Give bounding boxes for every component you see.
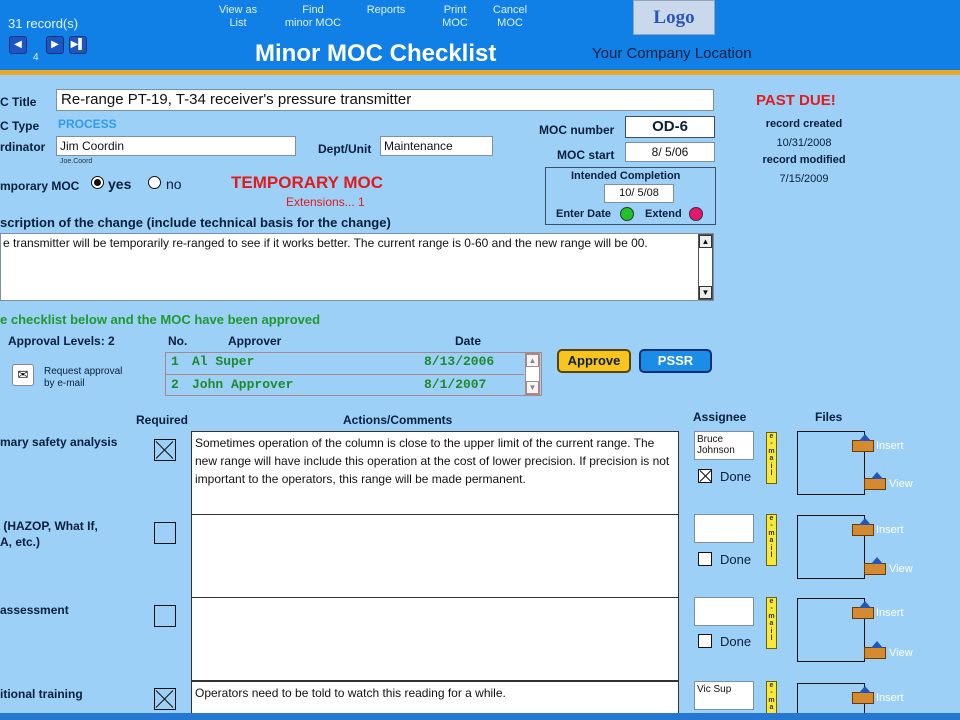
done-checkbox[interactable] <box>698 634 712 648</box>
assignee-field[interactable]: Vic Sup <box>694 681 754 710</box>
done-checkbox[interactable] <box>698 552 712 566</box>
insert-file-icon[interactable] <box>852 518 872 534</box>
extend-button[interactable] <box>689 207 703 221</box>
record-created-date: 10/31/2008 <box>776 137 832 149</box>
header-divider <box>0 70 960 75</box>
record-count: 31 record(s) <box>8 16 79 31</box>
intended-completion-field[interactable]: 10/ 5/08 <box>604 184 674 203</box>
coordinator-field[interactable]: Jim Coordin <box>56 136 296 156</box>
dept-unit-label: Dept/Unit <box>318 142 372 156</box>
moc-type-label: C Type <box>0 119 40 133</box>
view-file-icon[interactable] <box>864 557 884 573</box>
menu-print-moc[interactable]: Print MOC <box>442 4 468 29</box>
approver-row-1-date: 8/13/2006 <box>424 354 495 369</box>
moc-title-field[interactable]: Re-range PT-19, T-34 receiver's pressure transmitter <box>56 89 714 111</box>
approver-row-1-name[interactable]: Al Super <box>192 354 255 369</box>
approver-no-header: No. <box>168 334 188 348</box>
company-location: Your Company Location <box>592 45 752 62</box>
temporary-no-label: no <box>166 176 182 192</box>
approver-row-divider <box>166 374 524 375</box>
view-file-icon[interactable] <box>864 641 884 657</box>
view-file-icon[interactable] <box>864 472 884 488</box>
temporary-yes-label: yes <box>108 176 132 192</box>
checklist-item-label: itional training <box>0 687 83 701</box>
assignee-field[interactable]: Bruce Johnson <box>694 431 754 460</box>
page-title: Minor MOC Checklist <box>255 40 497 67</box>
required-checkbox[interactable] <box>154 605 176 627</box>
view-file-label[interactable]: View <box>889 478 913 490</box>
files-column-header: Files <box>815 410 843 424</box>
approver-row-2-no: 2 <box>171 377 179 392</box>
insert-file-icon[interactable] <box>852 434 872 450</box>
approval-levels: Approval Levels: 2 <box>8 334 115 348</box>
checklist-item-label: mary safety analysis <box>0 435 118 449</box>
approve-button[interactable]: Approve <box>557 349 631 373</box>
moc-type-value[interactable]: PROCESS <box>58 117 117 131</box>
approver-scroll-down-icon[interactable]: ▼ <box>526 381 539 394</box>
assignee-field[interactable] <box>694 597 754 626</box>
scroll-up-icon[interactable]: ▲ <box>699 235 712 248</box>
insert-file-label[interactable]: Insert <box>876 607 904 619</box>
comment-field[interactable] <box>191 597 679 681</box>
moc-number-field[interactable]: OD-6 <box>625 116 715 138</box>
enter-date-button[interactable] <box>620 207 634 221</box>
record-modified-date: 7/15/2009 <box>779 173 829 185</box>
email-button[interactable]: e - m a i l <box>766 514 777 566</box>
coordinator-label: rdinator <box>0 140 46 154</box>
moc-title-label: C Title <box>0 95 37 109</box>
window-bottom-bar <box>0 713 960 720</box>
done-label: Done <box>720 552 752 567</box>
email-button[interactable]: e - m a i l <box>766 597 777 649</box>
approver-row-1-no: 1 <box>171 354 179 369</box>
view-file-label[interactable]: View <box>889 647 913 659</box>
approver-date-header: Date <box>455 334 482 348</box>
app-header <box>0 0 960 70</box>
menu-find-minor-moc[interactable]: Find minor MOC <box>284 4 342 29</box>
approver-scroll-up-icon[interactable]: ▲ <box>526 354 539 367</box>
required-checkbox[interactable] <box>154 439 176 461</box>
actions-column-header: Actions/Comments <box>343 413 453 427</box>
done-label: Done <box>720 469 752 484</box>
scroll-down-icon[interactable]: ▼ <box>699 286 712 299</box>
record-created-label: record created <box>765 118 843 130</box>
description-scrollbar[interactable] <box>698 234 713 300</box>
description-field[interactable]: e transmitter will be temporarily re-ranged to see if it works better. The current range is 0-60 and the new range will be 00. <box>0 233 714 301</box>
done-label: Done <box>720 634 752 649</box>
comment-field[interactable] <box>191 514 679 598</box>
next-record-button[interactable]: ▶ <box>46 36 64 54</box>
required-checkbox[interactable] <box>154 522 176 544</box>
moc-start-field[interactable]: 8/ 5/06 <box>625 142 715 162</box>
required-checkbox[interactable] <box>154 688 176 710</box>
approver-row-2-date: 8/1/2007 <box>424 377 487 392</box>
intended-completion-label: Intended Completion <box>571 170 681 182</box>
comment-field[interactable]: Operators need to be told to watch this reading for a while. <box>191 681 679 720</box>
temporary-no-radio[interactable] <box>148 176 161 189</box>
moc-number-label: MOC number <box>539 123 615 137</box>
done-checkbox[interactable] <box>698 469 712 483</box>
pssr-button[interactable]: PSSR <box>639 349 712 373</box>
extend-label: Extend <box>645 208 682 220</box>
menu-view-as-list[interactable]: View as List <box>218 4 258 29</box>
insert-file-label[interactable]: Insert <box>876 692 904 704</box>
temporary-yes-radio[interactable] <box>91 176 104 189</box>
email-button[interactable]: e - m a <box>766 681 777 720</box>
approver-scrollbar[interactable] <box>525 353 540 395</box>
request-approval-label[interactable]: Request approval by e-mail <box>44 366 123 389</box>
insert-file-label[interactable]: Insert <box>876 524 904 536</box>
insert-file-icon[interactable] <box>852 601 872 617</box>
company-logo: Logo <box>633 0 715 35</box>
insert-file-icon[interactable] <box>852 686 872 702</box>
temporary-moc-label: mporary MOC <box>0 179 80 193</box>
checklist-item-label: assessment <box>0 603 69 617</box>
email-button[interactable]: e - m a i l <box>766 432 777 484</box>
approver-row-2-name[interactable]: John Approver <box>192 377 294 392</box>
dept-unit-field[interactable]: Maintenance <box>380 136 493 156</box>
assignee-field[interactable] <box>694 514 754 543</box>
required-column-header: Required <box>136 413 189 427</box>
email-request-icon[interactable]: ✉ <box>12 364 34 386</box>
view-file-label[interactable]: View <box>889 563 913 575</box>
page-number: 4 <box>33 52 39 63</box>
description-label: scription of the change (include technical basis for the change) <box>0 215 391 230</box>
checklist-item-label: (HAZOP, What If, A, etc.) <box>0 519 98 549</box>
extensions-link[interactable]: Extensions... 1 <box>286 195 365 209</box>
assignee-column-header: Assignee <box>693 410 747 424</box>
insert-file-label[interactable]: Insert <box>876 440 904 452</box>
record-modified-label: record modified <box>762 154 846 166</box>
menu-cancel-moc[interactable]: Cancel MOC <box>492 4 528 29</box>
previous-record-button[interactable]: ◀ <box>9 36 27 54</box>
last-record-button[interactable]: ▶▌ <box>69 36 87 54</box>
temporary-moc-banner: TEMPORARY MOC <box>231 173 384 192</box>
menu-reports[interactable]: Reports <box>366 4 406 16</box>
enter-date-label: Enter Date <box>556 208 612 220</box>
coordinator-username: Joe.Coord <box>60 158 93 165</box>
comment-field[interactable]: Sometimes operation of the column is close to the upper limit of the current range. The new range will have include this operation at the cost of lower precision. If precision is not important to the operators, this range will be made permanent. <box>191 431 679 515</box>
approver-name-header: Approver <box>228 334 282 348</box>
past-due-alert: PAST DUE! <box>756 92 836 109</box>
approval-status-message: e checklist below and the MOC have been approved <box>0 312 321 327</box>
moc-start-label: MOC start <box>557 148 615 162</box>
